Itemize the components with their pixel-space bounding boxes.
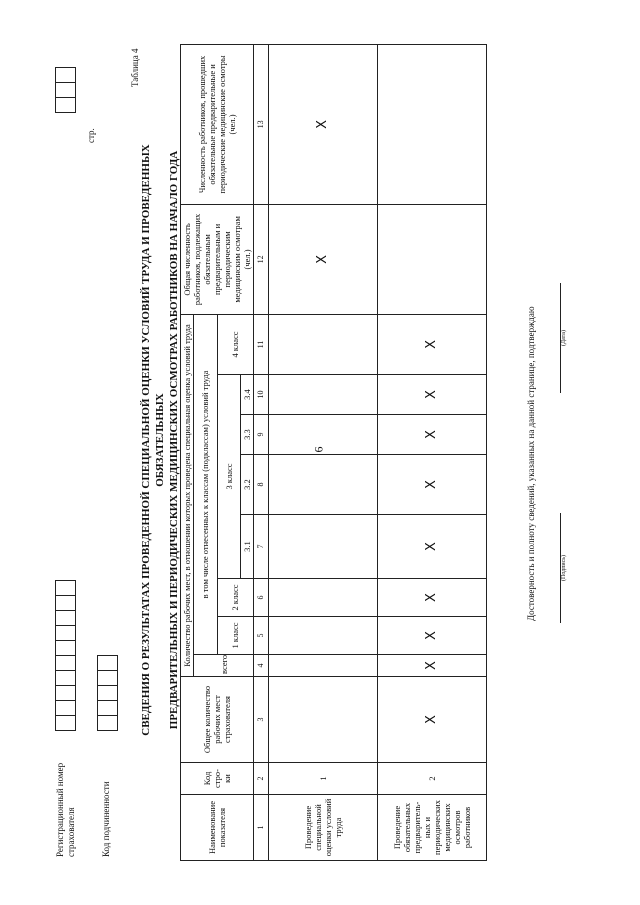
not-applicable-mark: X — [378, 375, 487, 415]
digit-box[interactable] — [97, 700, 118, 716]
column-number: 3 — [254, 677, 269, 763]
registration-number-boxes[interactable] — [55, 581, 76, 731]
header-assessed-workplaces: Количество рабочих мест, в отношении которых проведена специальная оценка условий труда — [181, 314, 194, 676]
input-cell[interactable] — [269, 655, 378, 677]
header-line-code: Код стро-ки — [181, 763, 254, 795]
digit-box[interactable] — [55, 610, 76, 626]
page-number-boxes[interactable] — [55, 68, 76, 113]
header-total-workplaces: Общее количество рабочих мест страхователя — [181, 677, 254, 763]
header-class-1: 1 класс — [217, 617, 254, 655]
title-line-1: СВЕДЕНИЯ О РЕЗУЛЬТАТАХ ПРОВЕДЕННОЙ СПЕЦИАЛЬНОЙ ОЦЕНКИ УСЛОВИЙ ТРУДА И ПРОВЕДЕННЫХ ОБЯЗАТЕЛЬНЫХ — [140, 144, 166, 736]
column-number: 12 — [254, 204, 269, 314]
column-number: 11 — [254, 314, 269, 374]
title-line-2: ПРЕДВАРИТЕЛЬНЫХ И ПЕРИОДИЧЕСКИХ МЕДИЦИНСКИХ ОСМОТРАХ РАБОТНИКОВ НА НАЧАЛО ГОДА — [168, 150, 180, 730]
signature-line[interactable]: (Подпись) — [560, 513, 571, 623]
table-row — [269, 44, 378, 860]
column-number: 13 — [254, 44, 269, 204]
column-number: 2 — [254, 763, 269, 795]
column-number: 5 — [254, 617, 269, 655]
input-cell[interactable] — [269, 677, 378, 763]
row-code: 1 — [269, 763, 378, 795]
column-number: 8 — [254, 455, 269, 515]
column-number: 9 — [254, 415, 269, 455]
header-employees-total: Общая численность работников, подлежащих обязательным предварительным и периодическим медицинским осмотрам (чел.) — [181, 204, 254, 314]
header-employees-passed: Численность работников, прошедших обязательные предварительные и периодические медицинские осмотры (чел.) — [181, 44, 254, 204]
input-cell[interactable] — [378, 44, 487, 204]
not-applicable-mark: X — [269, 204, 378, 314]
not-applicable-mark: X — [378, 415, 487, 455]
row-label: Проведение обязательных предваритель-ных и периодических медицинских осмотров работников — [378, 795, 487, 861]
input-cell[interactable] — [378, 204, 487, 314]
not-applicable-mark: X — [378, 515, 487, 579]
column-number-row — [254, 44, 269, 860]
digit-box[interactable] — [97, 670, 118, 686]
column-number: 4 — [254, 655, 269, 677]
digit-box[interactable] — [55, 67, 76, 83]
digit-box[interactable] — [55, 685, 76, 701]
header-by-class: в том числе отнесенных к классам (подклассам) условий труда — [194, 314, 218, 654]
not-applicable-mark: X — [378, 579, 487, 617]
workplace-assessment-table — [180, 44, 487, 861]
header-class-3: 3 класс — [217, 375, 241, 579]
registration-number-label: Регистрационный номер страхователя — [55, 762, 76, 857]
header-subclass-3-1: 3.1 — [241, 515, 254, 579]
subordination-code-boxes[interactable] — [97, 656, 118, 731]
subordination-code-label: Код подчиненности — [101, 781, 111, 857]
input-cell[interactable] — [269, 415, 378, 455]
digit-box[interactable] — [55, 715, 76, 731]
not-applicable-mark: X — [378, 455, 487, 515]
table-number: Таблица 4 — [130, 48, 140, 87]
input-cell[interactable] — [269, 314, 378, 374]
digit-box[interactable] — [55, 82, 76, 98]
table-row — [378, 44, 487, 860]
digit-box[interactable] — [55, 700, 76, 716]
not-applicable-mark: X — [378, 314, 487, 374]
column-number: 10 — [254, 375, 269, 415]
input-cell[interactable] — [269, 579, 378, 617]
header-subclass-3-4: 3.4 — [241, 375, 254, 415]
digit-box[interactable] — [97, 715, 118, 731]
not-applicable-mark: X — [378, 677, 487, 763]
column-number: 1 — [254, 795, 269, 861]
not-applicable-mark: X — [269, 44, 378, 204]
not-applicable-mark: X — [378, 617, 487, 655]
form-title — [139, 140, 181, 740]
column-number: 7 — [254, 515, 269, 579]
header-subclass-3-2: 3.2 — [241, 455, 254, 515]
header-class-2: 2 класс — [217, 579, 254, 617]
page-label: стр. — [86, 128, 96, 143]
not-applicable-mark: X — [378, 655, 487, 677]
digit-box[interactable] — [55, 670, 76, 686]
digit-box[interactable] — [55, 97, 76, 113]
digit-box[interactable] — [55, 655, 76, 671]
header-total: всего — [194, 655, 254, 677]
input-cell[interactable] — [269, 455, 378, 515]
digit-box[interactable] — [97, 655, 118, 671]
digit-box[interactable] — [55, 625, 76, 641]
input-cell[interactable] — [269, 375, 378, 415]
digit-box[interactable] — [55, 580, 76, 596]
row-code: 2 — [378, 763, 487, 795]
digit-box[interactable] — [55, 595, 76, 611]
header-class-4: 4 класс — [217, 314, 254, 374]
header-subclass-3-3: 3.3 — [241, 415, 254, 455]
input-cell[interactable] — [269, 617, 378, 655]
digit-box[interactable] — [55, 640, 76, 656]
input-cell[interactable] — [269, 515, 378, 579]
digit-box[interactable] — [97, 685, 118, 701]
row-label: Проведение специальной оценки условий труда — [269, 795, 378, 861]
page-number: 6 — [311, 446, 326, 453]
date-line[interactable]: (Дата) — [560, 283, 571, 393]
header-indicator: Наименование показателя — [181, 795, 254, 861]
certification-statement: Достоверность и полноту сведений, указанных на данной странице, подтверждаю — [526, 306, 536, 621]
column-number: 6 — [254, 579, 269, 617]
